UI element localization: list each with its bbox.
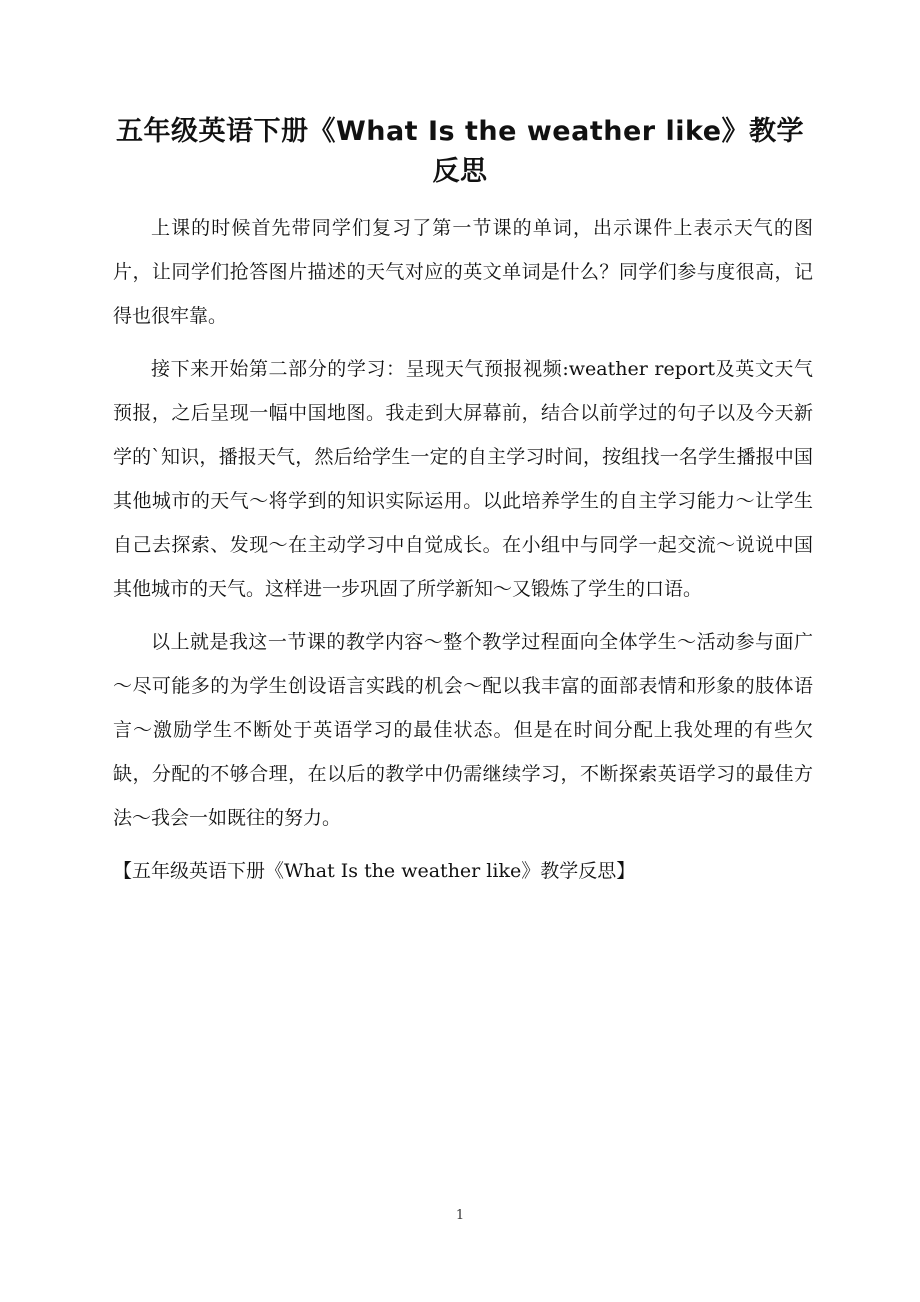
paragraph-summary: 以上就是我这一节课的教学内容～整个教学过程面向全体学生～活动参与面广～尽可能多的为学生创设语言实践的机会～配以我丰富的面部表情和形象的肢体语言～激励学生不断处于英语学习的最佳状态。但是在时间分配上我处理的有些欠缺，分配的不够合理，在以后的教学中仍需继续学习，不断探索英语学习的最佳方法～我会一如既往的努力。: [113, 631, 813, 829]
paragraph-weather-report: 接下来开始第二部分的学习：呈现天气预报视频:weather report及英文天气预报，之后呈现一幅中国地图。我走到大屏幕前，结合以前学过的句子以及今天新学的`知识，播报天气，然后给学生一定的自主学习时间，按组找一名学生播报中国其他城市的天气～将学到的知识实际运用。以此培养学生的自主学习能力～让学生自己去探索、发现～在主动学习中自觉成长。在小组中与同学一起交流～说说中国其他城市的天气。这样进一步巩固了所学新知～又锻炼了学生的口语。: [113, 358, 813, 600]
document-title: 五年级英语下册《What Is the weather like》教学反思: [115, 116, 805, 187]
title-reference-line: 【五年级英语下册《What Is the weather like》教学反思】: [113, 860, 636, 882]
paragraph-review: 上课的时候首先带同学们复习了第一节课的单词，出示课件上表示天气的图片，让同学们抢答图片描述的天气对应的英文单词是什么？同学们参与度很高，记得也很牢靠。: [113, 217, 813, 327]
page-number: 1: [455, 1208, 465, 1223]
document-body: [113, 206, 813, 902]
